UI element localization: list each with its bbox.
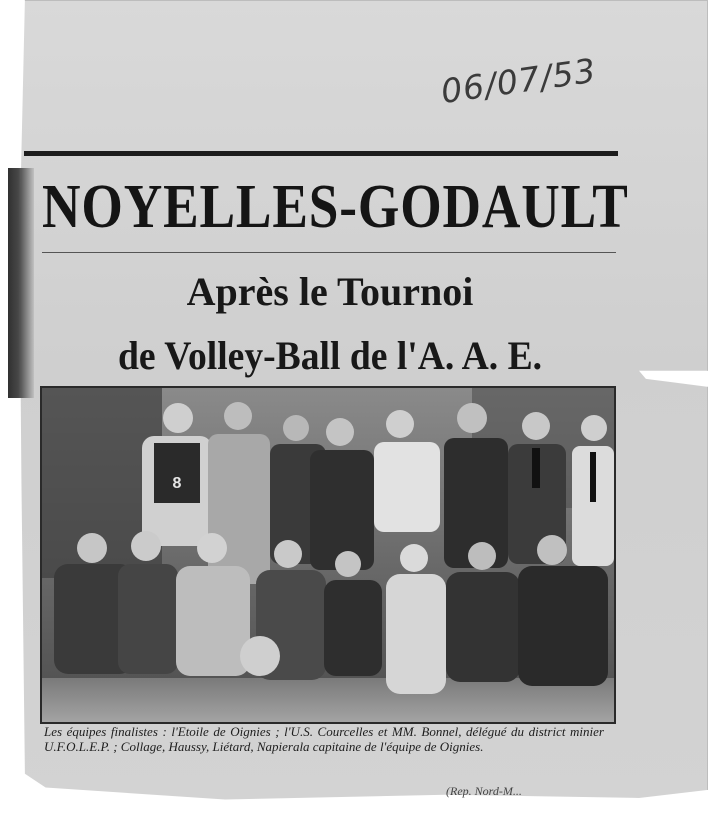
handwritten-date: 06/07/53: [438, 50, 599, 111]
headline: NOYELLES-GODAULT: [42, 173, 629, 241]
team-photo: [40, 386, 616, 724]
jersey-number: 8: [172, 475, 182, 492]
headline-rule-bottom: [42, 252, 616, 253]
subtitle-line-2: de Volley-Ball de l'A. A. E.: [117, 333, 543, 378]
torn-edge-strip: [8, 168, 34, 398]
photo-caption: Les équipes finalistes : l'Etoile de Oignies ; l'U.S. Courcelles et MM. Bonnel, délégué du district minier U.F.O.L.E.P. ; Collage, Haussy, Liétard, Napierala capitaine de l'équipe de Oignies.: [44, 724, 604, 754]
headline-rule-top: [24, 151, 618, 156]
team-photo-illustration: [42, 388, 614, 722]
photo-credit: (Rep. Nord-M...: [446, 784, 522, 798]
subtitle-line-1: Après le Tournoi: [186, 269, 474, 314]
